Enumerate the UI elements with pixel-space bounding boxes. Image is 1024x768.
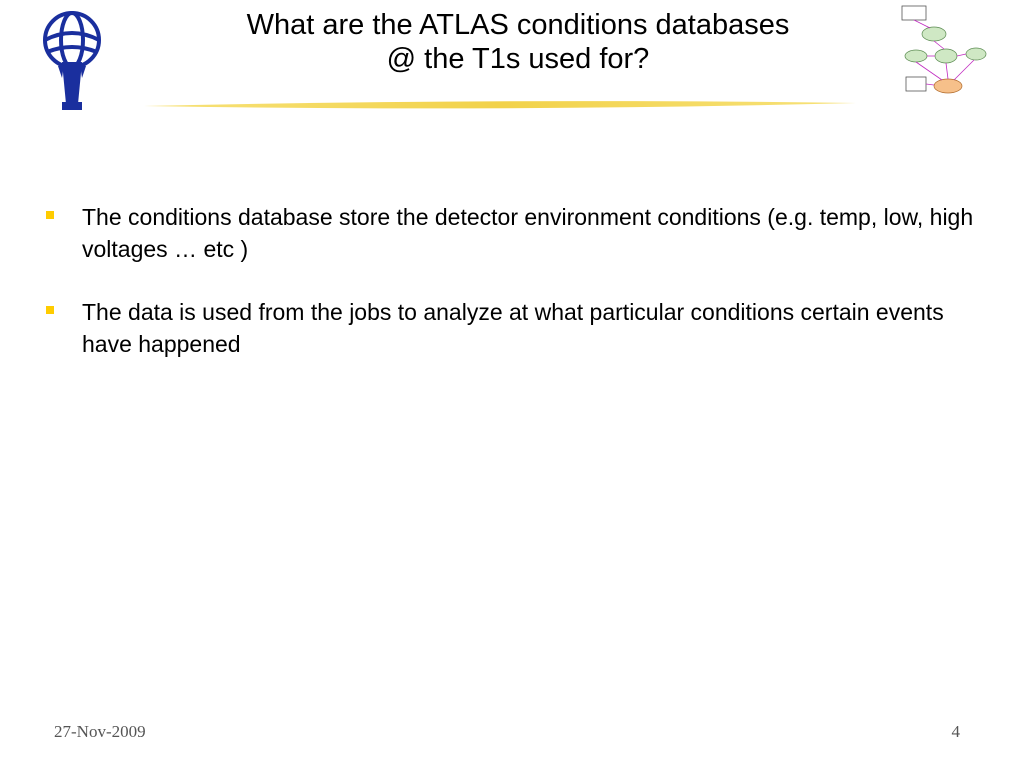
bullet-list xyxy=(44,201,984,391)
bullet-text: The conditions database store the detector environment conditions (e.g. temp, low, high voltages … etc ) xyxy=(82,204,974,262)
page-number: 4 xyxy=(951,722,960,741)
slide-title-line-2: @ the T1s used for? xyxy=(386,43,650,75)
slide-title-line-1: What are the ATLAS conditions databases xyxy=(246,9,790,41)
atlas-logo xyxy=(38,6,106,112)
bullet-text: The data is used from the jobs to analyze at what particular conditions certain events have happened xyxy=(82,299,944,357)
conditions-flow-diagram-icon xyxy=(898,4,998,96)
bullet-item xyxy=(44,296,984,360)
footer-date: 27-Nov-2009 xyxy=(54,722,146,741)
bullet-item xyxy=(44,201,984,265)
square-bullet-icon xyxy=(46,306,54,314)
slide-title xyxy=(160,8,876,76)
title-underline-swoosh xyxy=(144,97,856,113)
square-bullet-icon xyxy=(46,211,54,219)
